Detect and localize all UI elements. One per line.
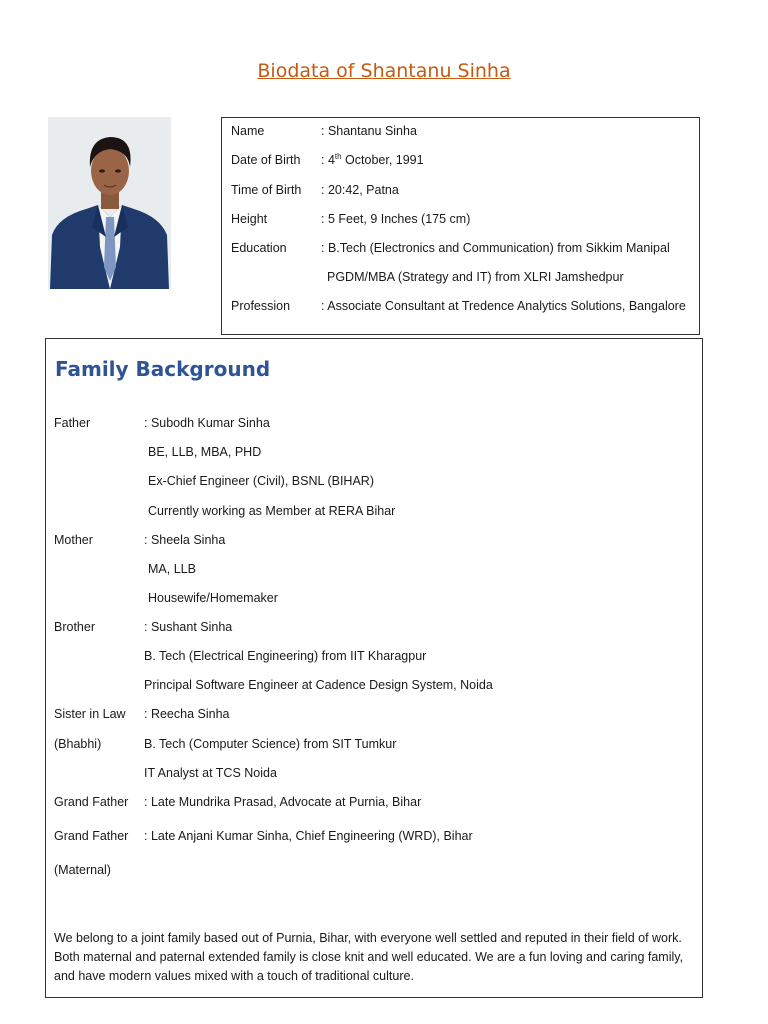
- family-value: Principal Software Engineer at Cadence Design System, Noida: [144, 678, 493, 692]
- family-label: Brother: [54, 620, 95, 634]
- family-row: [46, 675, 702, 695]
- detail-value: : B.Tech (Electronics and Communication) from Sikkim Manipal: [321, 241, 670, 255]
- family-value: : Late Mundrika Prasad, Advocate at Purnia, Bihar: [144, 795, 422, 809]
- detail-value: [321, 150, 424, 170]
- detail-label: Profession: [231, 299, 291, 313]
- family-value: IT Analyst at TCS Noida: [144, 766, 277, 780]
- family-row: [46, 413, 702, 433]
- family-description: We belong to a joint family based out of Purnia, Bihar, with everyone well settled and reputed in their field of work. Both maternal and paternal extended family is close knit and well educated. We are a fun loving and caring family, and have modern values mixed with a touch of traditional culture.: [54, 931, 684, 983]
- family-label: (Maternal): [54, 863, 111, 877]
- detail-row-tob: [222, 180, 699, 200]
- family-row: [46, 734, 702, 754]
- detail-row-profession: [222, 296, 699, 316]
- detail-value: : Shantanu Sinha: [321, 124, 417, 138]
- detail-row-education: [222, 238, 699, 258]
- family-value: Housewife/Homemaker: [148, 591, 278, 605]
- document-title: Biodata of Shantanu Sinha: [257, 60, 511, 82]
- detail-label: Height: [231, 212, 268, 226]
- detail-row-name: [222, 121, 699, 141]
- dob-rest: October, 1991: [341, 153, 424, 167]
- family-value: Ex-Chief Engineer (Civil), BSNL (BIHAR): [148, 474, 374, 488]
- family-row: [46, 704, 702, 724]
- family-row: [46, 442, 702, 462]
- family-row: [46, 860, 702, 880]
- detail-label: Name: [231, 124, 265, 138]
- family-label: Sister in Law: [54, 707, 126, 721]
- family-label: Mother: [54, 533, 93, 547]
- family-row: [46, 763, 702, 783]
- family-value: : Late Anjani Kumar Sinha, Chief Engineering (WRD), Bihar: [144, 829, 473, 843]
- family-value: B. Tech (Computer Science) from SIT Tumkur: [144, 737, 397, 751]
- family-row: [46, 646, 702, 666]
- family-row: [46, 792, 702, 812]
- family-value: : Reecha Sinha: [144, 707, 230, 721]
- family-heading: Family Background: [55, 357, 271, 381]
- detail-value: PGDM/MBA (Strategy and IT) from XLRI Jamshedpur: [327, 270, 624, 284]
- detail-label: Education: [231, 241, 287, 255]
- family-label: Grand Father: [54, 829, 129, 843]
- dob-suffix: th: [334, 151, 342, 161]
- family-value: Currently working as Member at RERA Bihar: [148, 504, 396, 518]
- family-value: : Sushant Sinha: [144, 620, 233, 634]
- detail-row-education-2: [222, 267, 699, 287]
- family-label: (Bhabhi): [54, 737, 102, 751]
- family-row: [46, 559, 702, 579]
- detail-label: Time of Birth: [231, 183, 302, 197]
- family-row: [46, 588, 702, 608]
- personal-details-box: [221, 117, 700, 335]
- family-value: B. Tech (Electrical Engineering) from IIT Kharagpur: [144, 649, 427, 663]
- family-value: : Subodh Kumar Sinha: [144, 416, 270, 430]
- family-value: : Sheela Sinha: [144, 533, 226, 547]
- family-row: [46, 501, 702, 521]
- family-label: Grand Father: [54, 795, 129, 809]
- detail-label: Date of Birth: [231, 153, 301, 167]
- family-value: MA, LLB: [148, 562, 196, 576]
- dob-day: : 4: [321, 153, 335, 167]
- family-row: [46, 471, 702, 491]
- detail-value: : 20:42, Patna: [321, 183, 399, 197]
- detail-value: : 5 Feet, 9 Inches (175 cm): [321, 212, 471, 226]
- family-row: [46, 826, 702, 846]
- family-value: BE, LLB, MBA, PHD: [148, 445, 262, 459]
- family-row: [46, 617, 702, 637]
- family-row: [46, 530, 702, 550]
- detail-row-dob: [222, 150, 699, 170]
- detail-row-height: [222, 209, 699, 229]
- family-background-box: [45, 338, 703, 998]
- detail-value: : Associate Consultant at Tredence Analytics Solutions, Bangalore: [321, 299, 686, 313]
- profile-photo: [48, 117, 171, 289]
- family-label: Father: [54, 416, 91, 430]
